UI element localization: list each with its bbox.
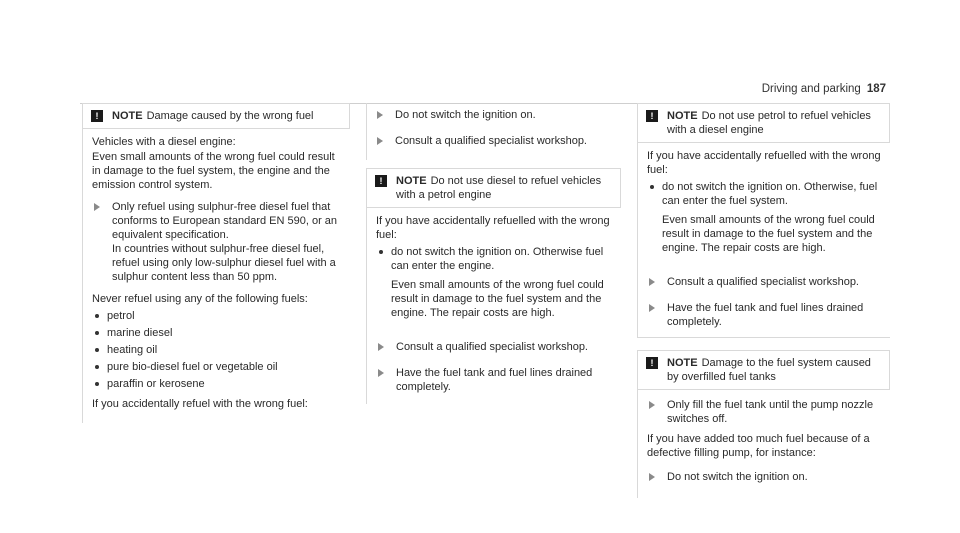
instruction-step <box>647 470 882 484</box>
warning-icon: ! <box>646 110 658 122</box>
step-arrow-icon <box>378 343 384 351</box>
list-item-detail: Even small amounts of the wrong fuel could result in damage to the fuel system and the engine. The repair costs are high. <box>662 214 875 254</box>
bullet-icon <box>95 331 99 335</box>
column-1 <box>82 103 350 423</box>
note-text: Even small amounts of the wrong fuel could result in damage to the fuel system, the engine and the emission control system. <box>92 151 335 191</box>
step-arrow-icon <box>649 473 655 481</box>
step-text: Only refuel using sulphur-free diesel fuel that conforms to European standard EN 590, or an equivalent specification. <box>112 201 338 241</box>
list-item <box>647 180 882 255</box>
step-text: Consult a qualified specialist workshop. <box>667 276 859 288</box>
bullet-icon <box>95 382 99 386</box>
note-body <box>83 129 350 423</box>
note-intro: If you have accidentally refuelled with the wrong fuel: <box>647 150 881 176</box>
step-arrow-icon <box>649 278 655 286</box>
step-text: Consult a qualified specialist workshop. <box>396 341 588 353</box>
bullet-icon <box>95 348 99 352</box>
list-item-text: paraffin or kerosene <box>107 378 205 390</box>
note-steps <box>638 267 890 337</box>
note-title: Damage to the fuel system caused by overfilled fuel tanks <box>667 357 871 383</box>
warning-icon: ! <box>375 175 387 187</box>
step-text-continued: In countries without sulphur-free diesel fuel, refuel using only low-sulphur diesel fuel with a sulphur content less than 50 ppm. <box>112 243 336 283</box>
list-item <box>92 377 342 391</box>
note-body <box>638 143 890 267</box>
instruction-step <box>647 398 882 426</box>
bullet-icon <box>95 365 99 369</box>
note-title: Damage caused by the wrong fuel <box>146 110 314 122</box>
instruction-step <box>376 366 621 394</box>
bullet-list <box>647 180 882 255</box>
step-arrow-icon <box>649 401 655 409</box>
list-item <box>92 343 342 357</box>
step-text: Only fill the fuel tank until the pump nozzle switches off. <box>667 399 874 425</box>
instruction-step <box>375 108 621 122</box>
note-header <box>83 103 350 129</box>
list-item-text: pure bio-diesel fuel or vegetable oil <box>107 361 278 373</box>
note-overfilled-tank <box>637 350 890 498</box>
instruction-step <box>92 200 342 284</box>
running-head <box>762 83 886 95</box>
list-item-text: heating oil <box>107 344 158 356</box>
note-body <box>367 208 621 332</box>
bullet-icon <box>379 250 383 254</box>
warning-icon: ! <box>91 110 103 122</box>
list-item-text: marine diesel <box>107 327 173 339</box>
warning-icon: ! <box>646 357 658 369</box>
note-label: NOTE <box>667 110 698 122</box>
note-title: Do not use diesel to refuel vehicles with a petrol engine <box>396 175 602 201</box>
step-arrow-icon <box>378 369 384 377</box>
note-wrong-fuel <box>82 103 350 423</box>
column-3 <box>637 103 890 498</box>
note-header <box>638 103 890 143</box>
note-label: NOTE <box>112 110 143 122</box>
step-text: Consult a qualified specialist workshop. <box>395 135 587 147</box>
step-text: Have the fuel tank and fuel lines drained completely. <box>667 302 864 328</box>
step-arrow-icon <box>377 111 383 119</box>
list-item <box>92 326 342 340</box>
instruction-step <box>375 134 621 148</box>
note-petrol-diesel-engine <box>637 103 890 338</box>
step-text: Do not switch the ignition on. <box>667 471 808 483</box>
step-arrow-icon <box>377 137 383 145</box>
list-item <box>92 360 342 374</box>
bullet-icon <box>95 314 99 318</box>
accident-text: If you accidentally refuel with the wrong fuel: <box>92 398 308 410</box>
fuel-list <box>92 309 342 391</box>
column-2 <box>366 103 621 404</box>
steps-continued <box>366 103 621 160</box>
bullet-list <box>376 245 613 320</box>
note-body <box>638 390 890 498</box>
instruction-step <box>647 275 890 289</box>
note-label: NOTE <box>667 357 698 369</box>
step-arrow-icon <box>94 203 100 211</box>
note-title: Do not use petrol to refuel vehicles with a diesel engine <box>667 110 871 136</box>
note-steps <box>367 332 621 404</box>
instruction-step <box>647 301 890 329</box>
list-item-text: do not switch the ignition on. Otherwise, fuel can enter the fuel system. <box>662 181 878 207</box>
list-item <box>92 309 342 323</box>
note-diesel-petrol-engine <box>366 168 621 404</box>
list-item-text: petrol <box>107 310 135 322</box>
never-text: Never refuel using any of the following fuels: <box>92 293 308 305</box>
note-header <box>638 351 890 390</box>
step-text: Have the fuel tank and fuel lines drained completely. <box>396 367 593 393</box>
list-item-text: do not switch the ignition on. Otherwise fuel can enter the engine. <box>391 246 604 272</box>
list-item-detail: Even small amounts of the wrong fuel could result in damage to the fuel system and the engine. The repair costs are high. <box>391 279 604 319</box>
bullet-icon <box>650 185 654 189</box>
list-item <box>376 245 613 320</box>
instruction-step <box>376 340 621 354</box>
note-label: NOTE <box>396 175 427 187</box>
step-arrow-icon <box>649 304 655 312</box>
section-title: Driving and parking <box>761 83 861 95</box>
note-header <box>367 169 621 208</box>
page-number: 187 <box>866 83 886 95</box>
note-text: If you have added too much fuel because of a defective filling pump, for instance: <box>647 433 870 459</box>
step-text: Do not switch the ignition on. <box>395 109 536 121</box>
note-intro: Vehicles with a diesel engine: <box>92 136 236 148</box>
note-intro: If you have accidentally refuelled with the wrong fuel: <box>376 215 610 241</box>
